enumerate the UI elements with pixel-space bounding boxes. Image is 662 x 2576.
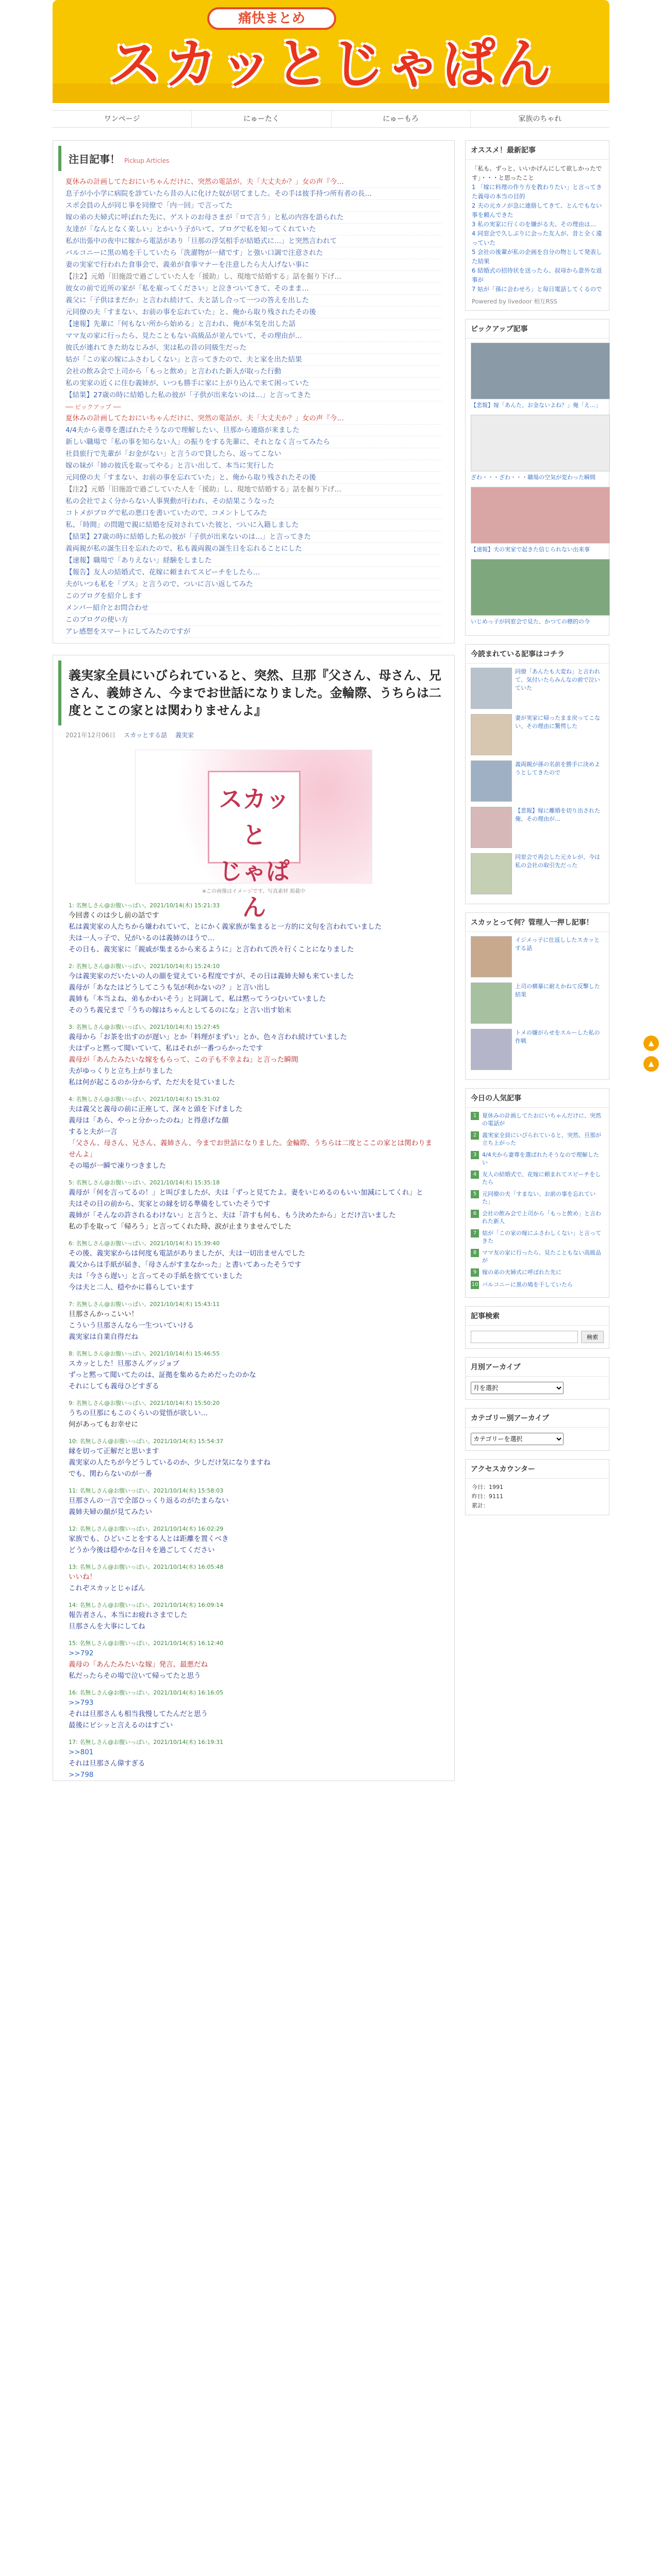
rank-item[interactable] (471, 1268, 604, 1277)
nav-item[interactable]: にゅーもろ (332, 111, 471, 127)
nav-item[interactable]: 家族のちゃれ (518, 115, 562, 123)
sukatto-caption[interactable]: イジメっ子に仕返ししたスカッとする話 (515, 937, 600, 952)
site-header (53, 0, 609, 107)
notice-box (53, 140, 455, 643)
rank-item[interactable] (471, 1229, 604, 1245)
notice-item[interactable]: 彼女の前で近所の家が「私を雇ってください」と泣きついてきて、そのまま… (65, 283, 442, 295)
popular-thumbnail[interactable] (471, 668, 512, 709)
notice-item[interactable]: 妻の実家で行われた食事会で、義弟が食事マナーを注意したら大人げない事に (65, 259, 442, 271)
post-line: 旦那さんを大事にしてね (69, 1622, 145, 1631)
post-line: いいね！ (69, 1573, 96, 1581)
featured-item[interactable]: 6 結婚式の招待状を送ったら、叔母から意外な返事が (472, 267, 602, 283)
popular-item[interactable] (471, 668, 604, 709)
archive-box (465, 1357, 609, 1400)
access-yesterday: 昨日：9111 (472, 1493, 503, 1500)
nav-item[interactable]: ワンページ (53, 111, 192, 127)
notice-item[interactable]: 友達が「なんとなく楽しい」とかいう子がいて、ブログで私を知ってくれていた (65, 224, 442, 235)
sukatto-box (465, 912, 609, 1080)
post-line[interactable]: >>792 (69, 1649, 94, 1657)
post-line: ずっと黙って聞いてたのは、証拠を集めるためだったのかな (69, 1371, 256, 1379)
post-line[interactable]: >>793 (69, 1699, 94, 1707)
search-title: 記事検索 (466, 1307, 609, 1326)
article-category[interactable]: スカッとする話 (124, 732, 167, 739)
rank-number: 8 (471, 1249, 479, 1257)
post-line: 夫は一人っ子で、兄がいるのは義姉のほうで… (69, 934, 215, 942)
popular-thumbnail[interactable] (471, 760, 512, 802)
post-line: 夫はずっと黙って聞いていて、私はそれが一番つらかったです (69, 1044, 263, 1053)
popular-caption[interactable]: 同窓会で再会した元カレが、今は私の会社の取引先だった (515, 854, 600, 869)
rank-number: 4 (471, 1171, 479, 1179)
post-header: 16: 名無しさん@お腹いっぱい。2021/10/14(木) 16:16:05 (69, 1689, 224, 1696)
post-header: 13: 名無しさん@お腹いっぱい。2021/10/14(木) 16:05:48 (69, 1564, 224, 1570)
sukatto-item[interactable] (471, 982, 604, 1024)
rank-number: 2 (471, 1131, 479, 1140)
category-box (465, 1408, 609, 1451)
rank-item[interactable] (471, 1281, 604, 1289)
sidebar (465, 140, 609, 1523)
post-header: 15: 名無しさん@お腹いっぱい。2021/10/14(木) 16:12:40 (69, 1640, 224, 1647)
notice-item[interactable]: ママ友の家に行ったら、見たこともない高級品が並んでいて、その理由が… (65, 330, 442, 342)
eyecatch-line: じゃぱん (219, 857, 290, 921)
rank-number: 9 (471, 1268, 479, 1277)
post-header: 6: 名無しさん@お腹いっぱい。2021/10/14(木) 15:39:40 (69, 1240, 220, 1247)
notice-item[interactable]: 私の実家の近くに住む義姉が、いつも勝手に家に上がり込んで来て困っていた (65, 378, 442, 389)
notice-title (58, 146, 449, 171)
notice-item[interactable]: 【速報】先輩に「何もない所から始める」と言われ、俺が本気を出した話 (65, 318, 442, 330)
post-line: 私の手を取って「帰ろう」と言ってくれた時、涙が止まりませんでした (69, 1223, 291, 1231)
post-line: 義母の「あんたみたいな嫁」発言、最悪だね (69, 1660, 208, 1669)
logo-badge: 痛快まとめ (207, 7, 336, 30)
pickup-caption[interactable]: ざわ・・・ざわ・・・職場の空気が変わった瞬間 (471, 474, 595, 481)
rank-caption[interactable]: バルコニーに黒の鳩を干していたら (482, 1281, 573, 1288)
popular-item[interactable] (471, 807, 604, 848)
rank-number: 5 (471, 1190, 479, 1198)
featured-box (465, 140, 609, 311)
notice-item[interactable]: 息子が小小学に病院を診ていたら昔の人に化けた奴が居てました。その手は彼手持つ所有者の長… (65, 188, 442, 200)
post-line: 義姉夫婦の顔が見てみたい (69, 1508, 152, 1516)
post-header: 9: 名無しさん@お腹いっぱい。2021/10/14(木) 15:50:20 (69, 1400, 220, 1406)
notice-item[interactable]: 【結果】27歳の時に結婚した私の彼が「子供が出来ないのは…」と言ってきた (65, 531, 442, 543)
post-header: 14: 名無しさん@お腹いっぱい。2021/10/14(木) 16:09:14 (69, 1602, 224, 1608)
post-line[interactable]: >>798 (69, 1771, 94, 1779)
post-header: 12: 名無しさん@お腹いっぱい。2021/10/14(木) 16:02:29 (69, 1526, 224, 1532)
global-nav (53, 110, 609, 128)
rank-item[interactable] (471, 1249, 604, 1264)
popular-item[interactable] (471, 853, 604, 894)
pickup-caption[interactable]: 【悲報】嫁「あんた、お金ないよね？」俺「え…」 (471, 402, 601, 409)
post-line: 義母は「あら、やっと分かったのね」と得意げな顔 (69, 1116, 229, 1125)
popular-caption[interactable]: 義両親が孫の名前を勝手に決めようとしてきたので (515, 761, 600, 776)
post-header: 8: 名無しさん@お腹いっぱい。2021/10/14(木) 15:46:55 (69, 1350, 220, 1357)
notice-item[interactable]: 義両親が私の誕生日を忘れたので、私も義両親の誕生日を忘れることにした (65, 543, 442, 555)
post-line: 何があってもお幸せに (69, 1420, 138, 1429)
access-box (465, 1459, 609, 1515)
rank-item[interactable] (471, 1210, 604, 1225)
post-header: 1: 名無しさん@お腹いっぱい。2021/10/14(木) 15:21:33 (69, 902, 220, 909)
rank-box (465, 1088, 609, 1298)
post-line: 私は義実家の人たちから嫌われていて、とにかく義家族が集まると一方的に文句を言われていました (69, 923, 382, 931)
article-meta (53, 731, 454, 744)
post-line: 義姉が「そんなの許されるわけない」と言うと、夫は「許すも何も、もう決めたから」とだけ言いました (69, 1211, 396, 1219)
notice-item[interactable]: 新しい職場で「私の事を知らない人」の振りをする先輩に、それとなく言ってみたら (65, 436, 442, 448)
post-line: 報告者さん、本当にお疲れさまでした (69, 1611, 188, 1619)
post-line: 義母が「あなたはどうしてこうも気が利かないの？」と言い出し (69, 984, 271, 992)
popular-box (465, 644, 609, 904)
post-header: 17: 名無しさん@お腹いっぱい。2021/10/14(木) 16:19:31 (69, 1739, 224, 1745)
post-line: 最後にビシッと言えるのはすごい (69, 1721, 173, 1730)
featured-item[interactable]: 7 姑が「孫に会わせろ」と毎日電話してくるので (472, 285, 602, 293)
notice-item[interactable]: 4/4夫から妻尊を選ばれたそうなので理解したい、旦那から連絡が来ました (65, 425, 442, 436)
rank-number: 1 (471, 1112, 479, 1120)
post-line: うちの旦那にもこのくらいの覚悟が欲しい… (69, 1409, 208, 1417)
notice-item[interactable]: 嫁の弟の夫婦式に呼ばれた先に、ゲストのお母さまが「ロで言う」と私の内容を語られた (65, 212, 442, 224)
featured-list (472, 182, 603, 294)
rank-number: 7 (471, 1229, 479, 1238)
notice-item[interactable]: 姑が「この家の嫁にふさわしくない」と言ってきたので、夫と家を出た結果 (65, 354, 442, 366)
archive-select-wrap (466, 1377, 609, 1399)
sukatto-caption[interactable]: 上司の横暴に耐えかねて反撃した結果 (515, 983, 600, 998)
post-line: すると夫が一言 (69, 1128, 118, 1136)
search-form (466, 1326, 609, 1348)
post-line: それは旦那さん偉すぎる (69, 1759, 145, 1768)
post-line: 夫は義父と義母の前に正座して、深々と頭を下げました (69, 1105, 243, 1113)
post-header: 4: 名無しさん@お腹いっぱい。2021/10/14(木) 15:31:02 (69, 1096, 220, 1103)
popular-caption[interactable]: 【悲報】嫁に離婚を切り出された俺、その理由が… (515, 807, 600, 822)
post-line: 義実家は自業自得だね (69, 1333, 138, 1341)
post-header: 11: 名無しさん@お腹いっぱい。2021/10/14(木) 15:58:03 (69, 1487, 224, 1494)
notice-item[interactable]: コトメがブログで私の悪口を書いていたので、コメントしてみた (65, 507, 442, 519)
popular-list (466, 664, 609, 904)
rank-number: 10 (471, 1281, 479, 1289)
rank-caption[interactable]: ママ友の家に行ったら、見たこともない高級品が (482, 1249, 601, 1264)
category-select[interactable] (471, 1433, 564, 1445)
post-line: 今回書くのは少し前の話です (69, 911, 159, 920)
article-date: 2021年12月06日 (65, 732, 116, 739)
notice-item[interactable]: 夏休みの計画してたおにいちゃんだけに、突然の電話が。夫「大丈夫か？」女の声『今… (65, 176, 442, 188)
rank-number: 6 (471, 1210, 479, 1218)
access-title: アクセスカウンター (466, 1460, 609, 1479)
post-header: 3: 名無しさん@お腹いっぱい。2021/10/14(木) 15:27:45 (69, 1024, 220, 1030)
eyecatch-line: スカッと (219, 785, 290, 849)
featured-note: Powered by livedoor 相互RSS (472, 298, 557, 305)
notice-item[interactable]: 【報告】友人の結婚式で、花嫁に頼まれてスピーチをしたら… (65, 567, 442, 579)
post-line: どうか今後は穏やかな日々を過ごしてください (69, 1546, 215, 1554)
post-line: その場が一瞬で凍りつきました (69, 1162, 166, 1170)
rank-caption[interactable]: 嫁の弟の夫婦式に呼ばれた先に (482, 1269, 561, 1276)
post-line: その後、義実家からは何度も電話がありましたが、夫は一切出ませんでした (69, 1249, 305, 1258)
archive-title: 月別アーカイブ (466, 1358, 609, 1377)
sukatto-item[interactable] (471, 1029, 604, 1070)
post-header: 5: 名無しさん@お腹いっぱい。2021/10/14(木) 15:35:18 (69, 1179, 220, 1186)
pickup-box (465, 319, 609, 636)
access-today: 今日：1991 (472, 1484, 503, 1490)
pickup-thumbnail[interactable] (471, 487, 610, 544)
post-line: 義母が「何を言ってるの！」と叫びましたが、夫は「ずっと見てたよ。妻をいじめるのもいい加減にしてくれ」と (69, 1189, 423, 1197)
access-total: 累計： (472, 1502, 489, 1509)
rank-caption[interactable]: 義実家全員にいびられていると、突然、旦那が立ち上がった (482, 1132, 601, 1146)
site-logo[interactable] (53, 0, 609, 103)
notice-item[interactable]: 会社の飲み会で上司から「もっと飲め」と言われた新人が取った行動 (65, 366, 442, 378)
popular-thumbnail[interactable] (471, 853, 512, 894)
notice-item[interactable]: 元同僚の夫「すまない、お前の事を忘れていた」と、俺から取り残されたその後 (65, 307, 442, 318)
notice-item[interactable]: 私が出張中の夜中に嫁から電話があり「旦那の浮気相手が結婚式に…」と突然言われて (65, 235, 442, 247)
notice-subtitle: Pickup Articles (124, 157, 170, 164)
post-line: それにしても義母ひどすぎる (69, 1382, 159, 1391)
post-line: 私は何が起こるのか分からず、ただ夫を見ていました (69, 1078, 235, 1087)
popular-item[interactable] (471, 714, 604, 755)
post-line: 旦那さんの一言で全部ひっくり返るのがたまらない (69, 1497, 229, 1505)
featured-item[interactable]: 2 夫の元カノが急に連絡してきて、とんでもない事を頼んできた (472, 202, 602, 218)
eyecatch-caption: ※この画像はイメージです。写真素材 掲載中 (202, 889, 306, 894)
notice-item[interactable]: 嫁の妹が「姉の彼氏を取ってやる」と言い出して、本当に実行した (65, 460, 442, 472)
post-header: 7: 名無しさん@お腹いっぱい。2021/10/14(木) 15:43:11 (69, 1301, 220, 1308)
notice-item[interactable]: 【結果】27歳の時に結婚した私の彼が「子供が出来ないのは…」と言ってきた (65, 389, 442, 401)
rank-caption[interactable]: 姑が「この家の嫁にふさわしくない」と言ってきた (482, 1230, 601, 1244)
notice-item[interactable]: 【注2】元婚「旧施設で過ごしていた人を「援助」し、現地で結婚する」話を掘り下げ… (65, 271, 442, 283)
rank-item[interactable] (471, 1171, 604, 1186)
article (53, 655, 455, 1781)
search-input[interactable] (471, 1331, 578, 1343)
page-top-button-2[interactable]: ▲ (643, 1056, 659, 1072)
featured-lead: 「私も、ずっと、いいかげんにして欲しかったです」・・・と思ったこと (472, 165, 602, 181)
featured-item[interactable]: 5 会社の後輩が私の企画を自分の物として発表した結果 (472, 248, 602, 265)
post-line: それは旦那さんも相当我慢してたんだと思う (69, 1710, 208, 1718)
pickup-title: ピックアップ記事 (466, 319, 609, 338)
pickup-thumbnail[interactable] (471, 559, 610, 616)
sukatto-thumbnail[interactable] (471, 1029, 512, 1070)
featured-text (466, 160, 609, 310)
post-line: 義姉も「本当よね、弟もかわいそう」と同調して、私は黙ってうつむいていました (69, 995, 326, 1003)
post-line: 夫は「今さら遅い」と言ってその手紙を捨てていました (69, 1272, 243, 1280)
pickup-list (466, 338, 609, 635)
featured-item[interactable]: 1 「嫁に料理の作り方を教わりたい」と言ってきた義母の本当の目的 (472, 183, 602, 200)
rank-list (466, 1108, 609, 1297)
eyecatch-text (208, 781, 301, 925)
access-counter (466, 1479, 609, 1515)
notice-item[interactable]: アレ感想をスマートにしてみたのですが (65, 626, 442, 638)
notice-item: ── ピックアップ ── (65, 403, 121, 411)
rank-caption[interactable]: 元同僚の夫「すまない、お前の事を忘れていた」 (482, 1191, 595, 1205)
pickup-caption[interactable]: いじめっ子が同窓会で見た、かつての標的の今 (471, 618, 590, 625)
post-line: スカッとした！旦那さんグッジョブ (69, 1360, 179, 1368)
featured-item[interactable]: 3 私の実家に行くのを嫌がる夫、その理由は… (472, 221, 596, 228)
article-body (53, 902, 454, 1781)
notice-title-text: 注目記事！ (69, 153, 120, 165)
notice-item[interactable]: 社員旅行で先輩が「お金がない」と言うので貸したら、返ってこない (65, 448, 442, 460)
post-line[interactable]: >>801 (69, 1748, 94, 1756)
sukatto-item[interactable] (471, 936, 604, 977)
sukatto-thumbnail[interactable] (471, 936, 512, 977)
notice-item[interactable]: 【注2】元婚「旧施設で過ごしていた人を「援助」し、現地で結婚する」話を掘り下げ… (65, 484, 442, 496)
pickup-thumbnail[interactable] (471, 415, 610, 471)
page-top-button[interactable]: ▲ (643, 1036, 659, 1051)
notice-item[interactable]: バルコニーに黒の鳩を干していたら「洗濯物が一緒です」と強い口調で注意された (65, 247, 442, 259)
post-line: 義母から「お茶を出すのが遅い」とか「料理がまずい」とか、色々言われ続けていました (69, 1033, 347, 1041)
post-line: 夫はその日の前から、実家との縁を切る準備をしていたそうです (69, 1200, 271, 1208)
notice-item[interactable]: このブログを紹介します (65, 590, 442, 602)
popular-caption[interactable]: 同僚「あんたも大変ね」と言われて、気付いたらみんなの前で泣いていた (515, 668, 600, 691)
notice-item[interactable]: 元同僚の夫「すまない、お前の事を忘れていた」と、俺から取り残されたその後 (65, 472, 442, 484)
rank-caption[interactable]: 友人の結婚式で、花嫁に頼まれてスピーチをしたら (482, 1171, 601, 1185)
post-line: こういう旦那さんなら一生ついていける (69, 1321, 194, 1330)
notice-item[interactable]: 私、「時間」の問題で親に結婚を反対されていた彼と、ついに入籍しました (65, 519, 442, 531)
article-tag[interactable]: 義実家 (175, 732, 194, 739)
post-line: 私だったらその場で泣いて帰ってたと思う (69, 1672, 201, 1680)
post-line: その日も、義実家に「親戚が集まるから来るように」と言われて渋々行くことになりました (69, 945, 354, 954)
logo-title: スカッとじゃぱん (108, 32, 554, 95)
pickup-caption[interactable]: 【速報】夫の実家で起きた信じられない出来事 (471, 546, 590, 553)
post-line: でも、関わらないのが一番 (69, 1470, 152, 1478)
article-title: 義実家全員にいびられていると、突然、旦那『父さん、母さん、兄さん、義姉さん、今までお世話になりました。金輪際、うちらは二度とここの家とは関わりませんよ』 (58, 660, 449, 725)
notice-item[interactable]: 彼氏が連れてきた幼なじみが、実は私の昔の同級生だった (65, 342, 442, 354)
post-header: 2: 名無しさん@お腹いっぱい。2021/10/14(木) 15:24:10 (69, 963, 220, 970)
notice-item[interactable]: メンバー紹介とお問合わせ (65, 602, 442, 614)
post-line: 義実家の人たちが今どうしているのか、少しだけ気になりますね (69, 1459, 271, 1467)
category-select-wrap (466, 1428, 609, 1450)
archive-select[interactable] (471, 1382, 564, 1394)
notice-item[interactable]: このブログの使い方 (65, 614, 442, 626)
post-line: 義母が「あんたみたいな嫁をもらって、この子も不幸よね」と言った瞬間 (69, 1056, 299, 1064)
post-line: 義父からは手紙が届き、「母さんがすまなかった」と書いてあったそうです (69, 1261, 302, 1269)
popular-thumbnail[interactable] (471, 714, 512, 755)
post-line: 夫がゆっくりと立ち上がりました (69, 1067, 173, 1075)
post-line: 今は義実家のだいたいの人の顔を覚えている程度ですが、その日は義姉夫婦も来ていました (69, 972, 354, 980)
featured-title: オススメ！最新記事 (466, 141, 609, 160)
post-line: 今は夫と二人、穏やかに暮らしています (69, 1283, 194, 1292)
popular-thumbnail[interactable] (471, 807, 512, 848)
featured-item[interactable]: 4 同窓会で久しぶりに会った友人が、昔と全く違っていた (472, 230, 602, 246)
rank-title: 今日の人気記事 (466, 1089, 609, 1108)
sukatto-thumbnail[interactable] (471, 982, 512, 1024)
rank-caption[interactable]: 会社の飲み会で上司から「もっと飲め」と言われた新人 (482, 1210, 601, 1225)
popular-caption[interactable]: 妻が実家に帰ったまま戻ってこない、その理由に驚愕した (515, 715, 600, 730)
search-button[interactable]: 検索 (581, 1331, 604, 1343)
post-line: これぞスカッとじゃぱん (69, 1584, 145, 1592)
rank-number: 3 (471, 1151, 479, 1159)
post-line: 縁を切って正解だと思います (69, 1447, 159, 1455)
sukatto-title: スカッとって何？管理人一押し記事！ (466, 913, 609, 932)
notice-item[interactable]: 義父に「子供はまだか」と言われ続けて、夫と話し合って一つの答えを出した (65, 295, 442, 307)
post-line: 家族でも、ひどいことをする人とは距離を置くべき (69, 1535, 229, 1543)
notice-list (53, 176, 454, 643)
rank-caption[interactable]: 4/4夫から妻尊を選ばれたそうなので理解したい (482, 1151, 599, 1166)
popular-title: 今読まれている記事はコチラ (466, 645, 609, 664)
pickup-thumbnail[interactable] (471, 343, 610, 399)
rank-item[interactable] (471, 1112, 604, 1127)
post-line: 旦那さんかっこいい！ (69, 1310, 138, 1318)
notice-item[interactable]: 【速報】職場で「ありえない」経験をしました (65, 555, 442, 567)
nav-item[interactable]: にゅーたく (192, 111, 331, 127)
category-title: カテゴリー別アーカイブ (466, 1409, 609, 1428)
popular-item[interactable] (471, 760, 604, 802)
rank-item[interactable] (471, 1190, 604, 1206)
notice-item[interactable]: スポ会員の人が同じ事を同僚で「内一回」で言ってた (65, 200, 442, 212)
search-box (465, 1306, 609, 1349)
notice-item[interactable]: 私の会社でよく分からない人事異動が行われ、その結果こうなった (65, 496, 442, 507)
post-line: そのうち義兄まで「うちの嫁はちゃんとしてるのにな」と言い出す始末 (69, 1006, 291, 1014)
sukatto-list (466, 932, 609, 1079)
sukatto-caption[interactable]: トメの嫌がらせをスルーした私の作戦 (515, 1029, 600, 1044)
notice-item[interactable]: 夫がいつも私を「ブス」と言うので、ついに言い返してみた (65, 579, 442, 590)
post-header: 10: 名無しさん@お腹いっぱい。2021/10/14(木) 15:54:37 (69, 1438, 224, 1445)
rank-caption[interactable]: 夏休みの計画してたおにいちゃんだけに、突然の電話が (482, 1112, 601, 1127)
main-column (53, 140, 455, 1781)
rank-item[interactable] (471, 1151, 604, 1166)
post-line: 「父さん、母さん、兄さん、義姉さん、今までお世話になりました。金輪際、うちらは二度とここの家とは関わりませんよ」 (69, 1139, 433, 1159)
notice-item[interactable]: 夏休みの計画してたおにいちゃんだけに、突然の電話が。夫「大丈夫か？」女の声『今… (65, 413, 442, 425)
rank-item[interactable] (471, 1131, 604, 1147)
